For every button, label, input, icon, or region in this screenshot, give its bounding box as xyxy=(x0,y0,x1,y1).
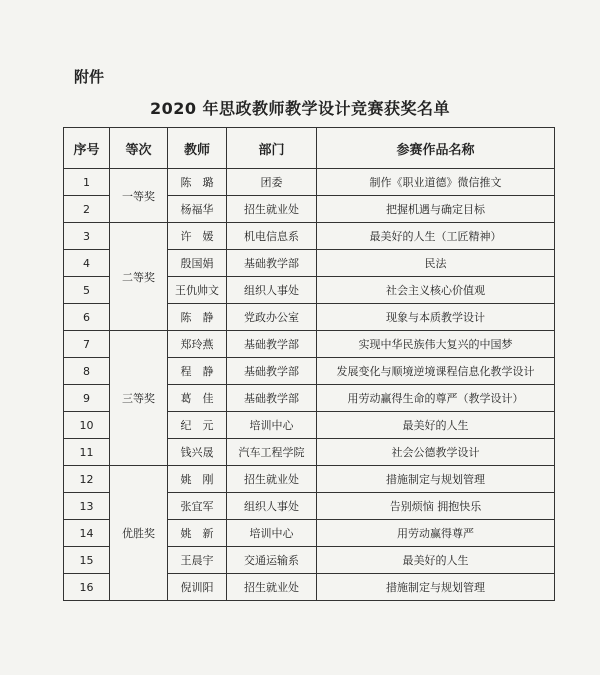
cell-department: 培训中心 xyxy=(227,412,317,439)
cell-award-level: 一等奖 xyxy=(110,169,168,223)
cell-number: 6 xyxy=(64,304,110,331)
cell-work-title: 用劳动赢得尊严 xyxy=(317,520,555,547)
cell-teacher: 杨福华 xyxy=(168,196,227,223)
cell-teacher: 王晨宇 xyxy=(168,547,227,574)
cell-department: 团委 xyxy=(227,169,317,196)
cell-department: 组织人事处 xyxy=(227,493,317,520)
cell-number: 1 xyxy=(64,169,110,196)
cell-teacher: 姚 刚 xyxy=(168,466,227,493)
document-title: 2020 年思政教师教学设计竞赛获奖名单 xyxy=(149,99,451,118)
header-teacher: 教师 xyxy=(168,128,227,169)
header-number: 序号 xyxy=(64,128,110,169)
cell-teacher: 葛 佳 xyxy=(168,385,227,412)
header-award-level: 等次 xyxy=(110,128,168,169)
cell-department: 招生就业处 xyxy=(227,466,317,493)
cell-department: 基础教学部 xyxy=(227,358,317,385)
cell-work-title: 民法 xyxy=(317,250,555,277)
cell-award-level: 三等奖 xyxy=(110,331,168,466)
cell-teacher: 姚 新 xyxy=(168,520,227,547)
cell-work-title: 最美好的人生 xyxy=(317,412,555,439)
cell-teacher: 钱兴晟 xyxy=(168,439,227,466)
cell-number: 16 xyxy=(64,574,110,601)
table-row xyxy=(64,223,555,250)
cell-teacher: 王仇帅文 xyxy=(168,277,227,304)
cell-work-title: 用劳动赢得生命的尊严（教学设计） xyxy=(317,385,555,412)
cell-department: 组织人事处 xyxy=(227,277,317,304)
table-row xyxy=(64,169,555,196)
cell-department: 交通运输系 xyxy=(227,547,317,574)
table-header-row xyxy=(64,128,555,169)
cell-work-title: 实现中华民族伟大复兴的中国梦 xyxy=(317,331,555,358)
cell-work-title: 发展变化与顺境逆境课程信息化教学设计 xyxy=(317,358,555,385)
cell-department: 党政办公室 xyxy=(227,304,317,331)
cell-work-title: 社会公德教学设计 xyxy=(317,439,555,466)
cell-department: 招生就业处 xyxy=(227,574,317,601)
cell-number: 7 xyxy=(64,331,110,358)
cell-work-title: 最美好的人生（工匠精神） xyxy=(317,223,555,250)
cell-teacher: 陈 璐 xyxy=(168,169,227,196)
table-row xyxy=(64,331,555,358)
cell-department: 基础教学部 xyxy=(227,250,317,277)
award-table xyxy=(63,127,555,601)
cell-department: 机电信息系 xyxy=(227,223,317,250)
cell-number: 9 xyxy=(64,385,110,412)
cell-work-title: 措施制定与规划管理 xyxy=(317,466,555,493)
cell-number: 4 xyxy=(64,250,110,277)
cell-work-title: 制作《职业道德》微信推文 xyxy=(317,169,555,196)
cell-department: 汽车工程学院 xyxy=(227,439,317,466)
cell-number: 11 xyxy=(64,439,110,466)
attachment-label: 附件 xyxy=(74,68,105,86)
table-row xyxy=(64,466,555,493)
cell-number: 15 xyxy=(64,547,110,574)
cell-number: 3 xyxy=(64,223,110,250)
cell-award-level: 优胜奖 xyxy=(110,466,168,601)
cell-teacher: 陈 静 xyxy=(168,304,227,331)
cell-teacher: 殷国娟 xyxy=(168,250,227,277)
cell-teacher: 郑玲燕 xyxy=(168,331,227,358)
cell-teacher: 倪训阳 xyxy=(168,574,227,601)
cell-number: 2 xyxy=(64,196,110,223)
header-work-title: 参赛作品名称 xyxy=(317,128,555,169)
cell-work-title: 现象与本质教学设计 xyxy=(317,304,555,331)
cell-work-title: 把握机遇与确定目标 xyxy=(317,196,555,223)
cell-work-title: 告别烦恼 拥抱快乐 xyxy=(317,493,555,520)
cell-award-level: 二等奖 xyxy=(110,223,168,331)
cell-number: 10 xyxy=(64,412,110,439)
cell-number: 13 xyxy=(64,493,110,520)
cell-teacher: 张宜军 xyxy=(168,493,227,520)
cell-work-title: 措施制定与规划管理 xyxy=(317,574,555,601)
header-department: 部门 xyxy=(227,128,317,169)
cell-teacher: 纪 元 xyxy=(168,412,227,439)
cell-number: 5 xyxy=(64,277,110,304)
cell-teacher: 许 媛 xyxy=(168,223,227,250)
cell-number: 12 xyxy=(64,466,110,493)
cell-department: 招生就业处 xyxy=(227,196,317,223)
cell-department: 培训中心 xyxy=(227,520,317,547)
cell-teacher: 程 静 xyxy=(168,358,227,385)
cell-number: 14 xyxy=(64,520,110,547)
cell-work-title: 最美好的人生 xyxy=(317,547,555,574)
cell-department: 基础教学部 xyxy=(227,385,317,412)
cell-work-title: 社会主义核心价值观 xyxy=(317,277,555,304)
cell-department: 基础教学部 xyxy=(227,331,317,358)
cell-number: 8 xyxy=(64,358,110,385)
